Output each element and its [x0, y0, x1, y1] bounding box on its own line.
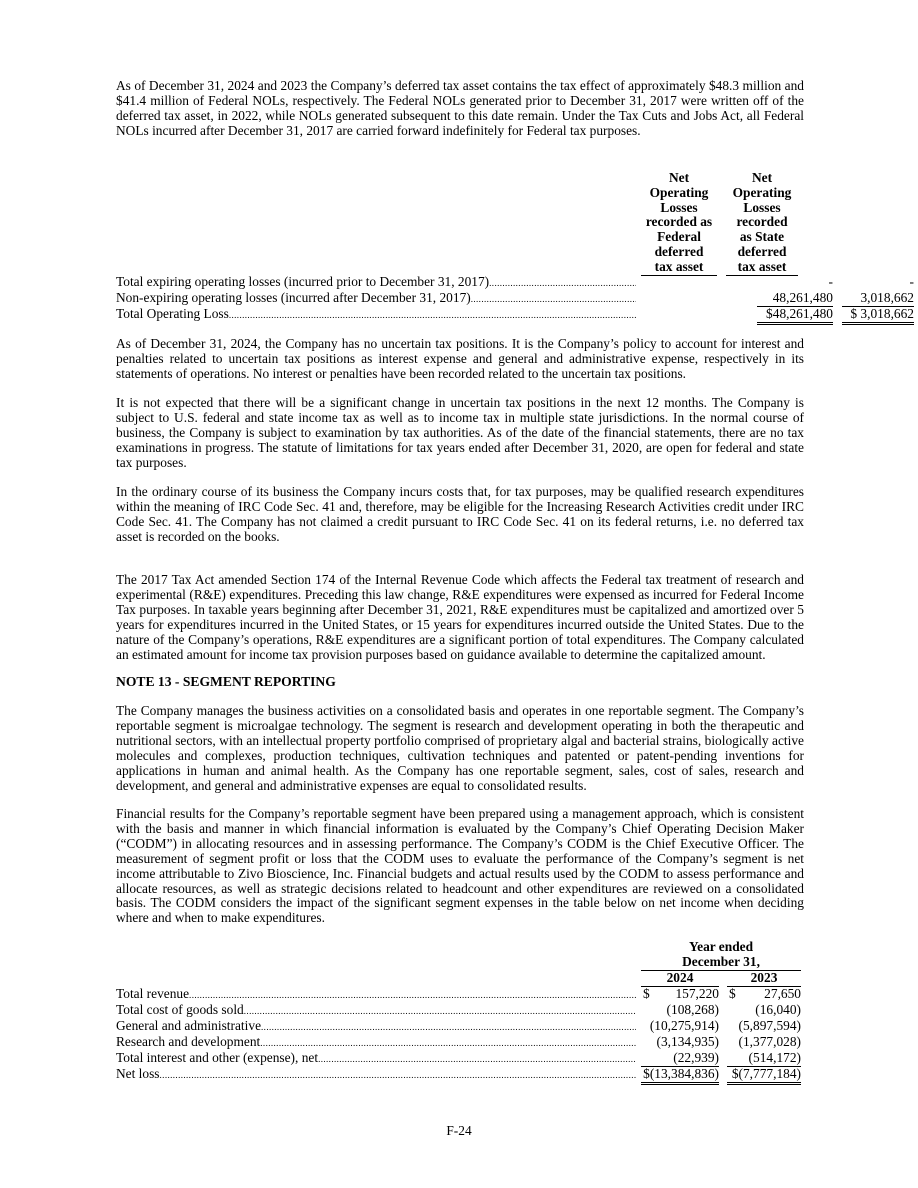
header-line: tax asset: [726, 260, 798, 276]
header-line: as State: [739, 229, 785, 245]
value-2023: 27,650: [764, 986, 801, 1001]
table-row: [116, 290, 914, 307]
paragraph-federal-nols: As of December 31, 2024 and 2023 the Company’s deferred tax asset contains the tax effect of approximately $48.3 million and $41.4 million of Federal NOLs, respectively. The Federal NOLs generated prior to December 31, 2017 were written off of the deferred tax asset, in 2022, while NOLs generated subsequent to this date remain. Under the Tax Cuts and Jobs Act, all Federal NOLs incurred after December 31, 2017 are carried forward indefinitely for Federal tax purposes.: [116, 78, 804, 138]
page-number: F-24: [446, 1123, 472, 1138]
federal-value: $48,261,480: [757, 307, 833, 325]
header-line: Losses: [743, 199, 781, 215]
table-row: [116, 306, 914, 323]
row-label: Total interest and other (expense), net .....: [116, 1051, 636, 1067]
header-line: Operating: [732, 184, 792, 200]
header-line: Year ended: [688, 939, 754, 954]
header-line: Losses: [660, 199, 698, 215]
segment-header: [641, 940, 801, 971]
header-line: Federal: [657, 229, 701, 245]
paragraph-uncertain-tax: As of December 31, 2024, the Company has no uncertain tax positions. It is the Company’s policy to account for interest and penalties related to uncertain tax positions as interest expense and general and administrative expense, respectively in its statements of operations. No interest or penalties have been recorded related to the uncertain tax positions.: [116, 336, 804, 381]
table-row: [116, 1051, 806, 1067]
year-2024-header: 2024: [641, 971, 719, 987]
table-row: [116, 1019, 806, 1035]
table-row: [116, 1003, 806, 1019]
note-heading: NOTE 13 - SEGMENT REPORTING: [116, 674, 336, 689]
row-label: Net loss .....: [116, 1067, 636, 1083]
row-label: Total cost of goods sold .....: [116, 1003, 636, 1019]
paragraph-codm: Financial results for the Company’s reportable segment have been prepared using a management approach, which is consistent with the basis and manner in which financial information is evaluated by the Company’s Chief Operating Decision Maker (“CODM”) in allocating resources and in assessing performance. The Company’s CODM is the Chief Executive Officer. The measurement of segment profit or loss that the CODM uses to evaluate the performance of the Company’s segment is net income attributable to Zivo Bioscience, Inc. Financial budgets and actual results used by the CODM to assess performance and allocate resources, as well as strategic decisions related to headcount and other expenditures are reviewed on a consolidated basis. The CODM considers the impact of the significant segment expenses in the table below on net income when deciding where and when to make expenditures.: [116, 806, 804, 926]
row-label: General and administrative .....: [116, 1019, 636, 1035]
state-value: $ 3,018,662: [842, 307, 914, 325]
row-label: Research and development .....: [116, 1035, 636, 1051]
row-label: Non-expiring operating losses (incurred after December 31, 2017) .....: [116, 291, 636, 307]
table-row: [116, 987, 806, 1003]
value-2024: $(13,384,836): [641, 1067, 719, 1085]
paragraph-section-174: The 2017 Tax Act amended Section 174 of the Internal Revenue Code which affects the Federal tax treatment of research and experimental (R&E) expenditures. Preceding this law change, R&E expenditures were expensed as incurred for Federal Income Tax purposes. In taxable years beginning after December 31, 2021, R&E expenditures must be capitalized and amortized over 5 years for expenditures incurred in the United States, or 15 years for expenditures incurred outside the United States. Due to the nature of the Company’s operations, R&E expenditures are a significant portion of total expenditures. The Company calculated an estimated amount for income tax provision purposes based on guidance available to determine the capitalized amount.: [116, 572, 804, 662]
value-2023: (5,897,594): [738, 1018, 801, 1033]
header-line: December 31,: [641, 955, 801, 971]
value-2024: (22,939): [641, 1051, 719, 1067]
value-2023: (514,172): [727, 1051, 801, 1067]
table-row: [116, 1067, 806, 1083]
table-row: [116, 1035, 806, 1051]
paragraph-segment-overview: The Company manages the business activities on a consolidated basis and operates in one reportable segment. The Company’s reportable segment is microalgae technology. The segment is research and development operating in both the therapeutic and nutritional sectors, with an intellectual property portfolio comprised of proprietary algal and bacterial strains, biologically active molecules and complexes, production techniques, cultivation techniques and patented or patent-pending inventions for applications in human and animal health. As the Company has one reportable segment, sales, cost of sales, research and development, and general and administrative expenses are equal to consolidated results.: [116, 703, 804, 793]
paragraph-tax-examination: It is not expected that there will be a significant change in uncertain tax positions in the next 12 months. The Company is subject to U.S. federal and state income tax as well as to income tax in multiple state jurisdictions. In the normal course of business, the Company is subject to examination by tax authorities. As of the date of the financial statements, there are no tax examinations in progress. The statute of limitations for tax years ended after December 31, 2020, are open for federal and state tax purposes.: [116, 395, 804, 470]
header-line: deferred: [654, 243, 704, 259]
header-line: Net: [751, 170, 773, 185]
currency-symbol: $: [643, 986, 650, 1001]
header-line: recorded: [736, 214, 788, 230]
value-2024: (10,275,914): [649, 1018, 719, 1033]
state-value: -: [909, 274, 914, 289]
table-row: [116, 274, 914, 291]
header-line: recorded as: [645, 214, 713, 230]
header-line: deferred: [737, 243, 787, 259]
value-2024: 157,220: [675, 986, 719, 1001]
row-label: Total revenue .....: [116, 987, 636, 1003]
paragraph-research-credit: In the ordinary course of its business the Company incurs costs that, for tax purposes, may be qualified research expenditures within the meaning of IRC Code Sec. 41 and, therefore, may be eligible for the Increasing Research Activities credit under IRC Code Sec. 41. The Company has not claimed a credit pursuant to IRC Code Sec. 41 on its federal returns, i.e. no deferred tax asset is recorded on the books.: [116, 484, 804, 544]
federal-value: 48,261,480: [757, 291, 833, 307]
header-line: Operating: [649, 184, 709, 200]
value-2023: (16,040): [755, 1002, 801, 1017]
state-value: 3,018,662: [842, 291, 914, 307]
value-2024: (3,134,935): [656, 1034, 719, 1049]
value-2023: (1,377,028): [738, 1034, 801, 1049]
row-label: Total Operating Loss .....: [116, 307, 636, 323]
nol-header-federal: [641, 171, 717, 276]
nol-header-state: [726, 171, 798, 276]
value-2023: $(7,777,184): [727, 1067, 801, 1085]
header-line: Net: [668, 170, 690, 185]
row-label: Total expiring operating losses (incurred prior to December 31, 2017) .....: [116, 275, 636, 291]
value-2024: (108,268): [666, 1002, 719, 1017]
currency-symbol: $: [729, 986, 736, 1001]
header-line: tax asset: [641, 260, 717, 276]
federal-value: -: [828, 274, 833, 289]
year-2023-header: 2023: [727, 971, 801, 987]
